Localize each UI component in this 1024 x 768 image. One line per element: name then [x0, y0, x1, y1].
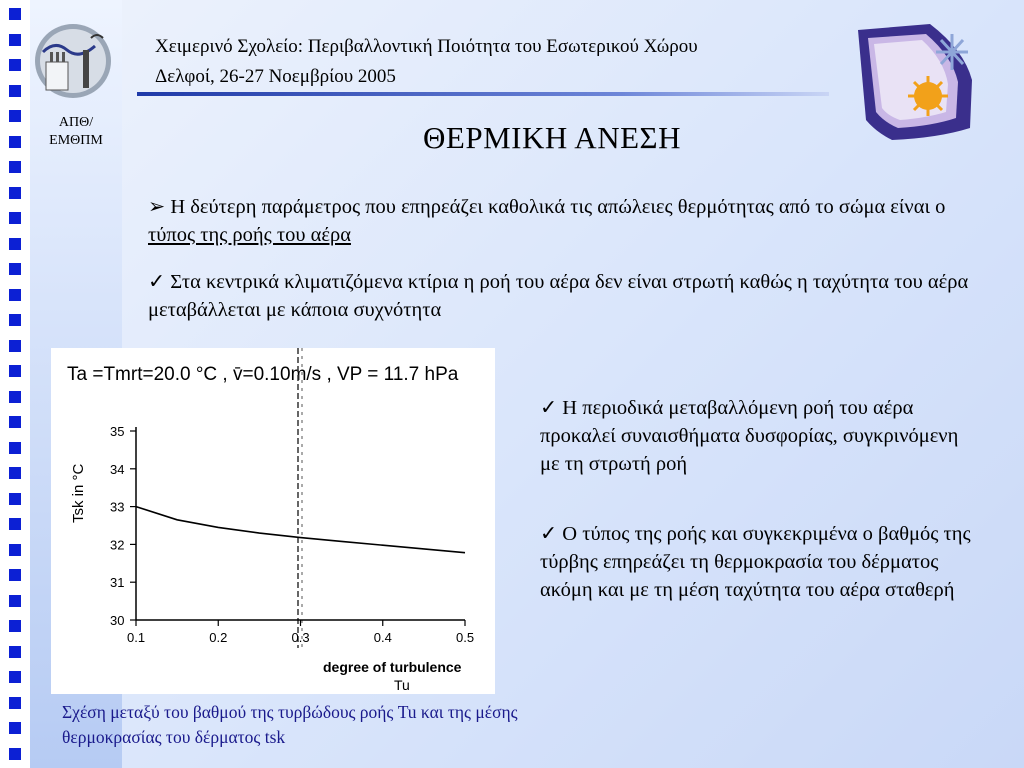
y-tick-label: 31	[110, 575, 125, 591]
decorative-square	[9, 416, 21, 428]
x-tick-label: 0.4	[373, 630, 392, 645]
decorative-square	[9, 110, 21, 122]
decorative-square	[9, 85, 21, 97]
x-axis-symbol: Tu	[394, 677, 410, 693]
bullet-paragraph-1	[148, 193, 988, 249]
arrow-bullet-icon: ➢	[148, 196, 166, 218]
org-label-line1: ΑΠΘ/	[58, 115, 94, 130]
decorative-square	[9, 544, 21, 556]
y-tick-label: 34	[110, 461, 125, 477]
decorative-square	[9, 8, 21, 20]
x-axis-label: degree of turbulence	[323, 659, 462, 675]
header-title: Χειμερινό Σχολείο: Περιβαλλοντική Ποιότητα του Εσωτερικού Χώρου	[155, 36, 698, 57]
decorative-square	[9, 136, 21, 148]
decorative-square	[9, 365, 21, 377]
slide-title: ΘΕΡΜΙΚΗ ΑΝΕΣΗ	[423, 120, 681, 155]
bullet-paragraph-3: ✓ Η περιοδικά μεταβαλλόμενη ροή του αέρα προκαλεί συναισθήματα δυσφορίας, συγκρινόμενη με τη στρωτή ροή	[540, 397, 959, 475]
decorative-square	[9, 493, 21, 505]
bullet-paragraph-2: ✓ Στα κεντρικά κλιματιζόμενα κτίρια η ροή του αέρα δεν είναι στρωτή καθώς η ταχύτητα του αέρα μεταβάλλεται με κάποια συχνότητα	[148, 271, 969, 321]
decorative-square	[9, 59, 21, 71]
paragraph-1-text: Η δεύτερη παράμετρος που επηρεάζει καθολικά τις απώλειες θερμότητας από το σώμα είναι ο	[165, 196, 946, 218]
decorative-square-strip	[0, 0, 30, 768]
decorative-square	[9, 289, 21, 301]
x-tick-label: 0.1	[127, 630, 146, 645]
y-tick-label: 32	[110, 537, 125, 553]
bullet-paragraph-4: ✓ Ο τύπος της ροής και συγκεκριμένα ο βαθμός της τύρβης επηρεάζει τη θερμοκρασία του δέρματος ακόμη και με τη μέση ταχύτητα του αέρα σταθερή	[540, 523, 971, 601]
decorative-square	[9, 34, 21, 46]
x-tick-labels	[127, 620, 474, 645]
decorative-square	[9, 314, 21, 326]
decorative-square	[9, 187, 21, 199]
x-tick-label: 0.3	[291, 630, 310, 645]
decorative-square	[9, 646, 21, 658]
decorative-square	[9, 518, 21, 530]
decorative-square	[9, 442, 21, 454]
y-tick-label: 30	[110, 613, 125, 628]
y-axis-label: Tsk in °C	[70, 463, 87, 523]
chart-svg	[51, 348, 495, 694]
header-divider	[137, 92, 829, 96]
university-logo-icon	[33, 22, 113, 100]
y-tick-label: 35	[110, 424, 125, 439]
decorative-square	[9, 722, 21, 734]
y-tick-label: 33	[110, 499, 125, 515]
chart-title: Ta =Tmrt=20.0 °C , v̄=0.10m/s , VP = 11.7 hPa	[67, 364, 459, 385]
decorative-square	[9, 671, 21, 683]
turbulence-chart	[51, 348, 495, 694]
series-group	[136, 507, 465, 553]
x-tick-label: 0.2	[209, 630, 228, 645]
decorative-square	[9, 748, 21, 760]
org-label-line2: ΕΜΘΠΜ	[49, 133, 103, 148]
series-line	[136, 507, 465, 553]
decorative-square	[9, 263, 21, 275]
y-tick-labels	[110, 424, 136, 628]
decorative-square	[9, 340, 21, 352]
decorative-square	[9, 238, 21, 250]
decorative-square	[9, 595, 21, 607]
decorative-square	[9, 697, 21, 709]
header-subtitle: Δελφοί, 26-27 Νοεμβρίου 2005	[155, 66, 396, 87]
decorative-square	[9, 212, 21, 224]
decorative-square	[9, 569, 21, 581]
decorative-square	[9, 467, 21, 479]
chart-caption: Σχέση μεταξύ του βαθμού της τυρβώδους ροής Tu και της μέσης θερμοκρασίας του δέρματος tsk	[62, 702, 518, 747]
chart-axes	[136, 427, 465, 620]
decorative-square	[9, 161, 21, 173]
paragraph-1-underlined: τύπος της ροής του αέρα	[148, 224, 351, 246]
decorative-square	[9, 620, 21, 632]
x-tick-label: 0.5	[456, 630, 475, 645]
decorative-square	[9, 391, 21, 403]
